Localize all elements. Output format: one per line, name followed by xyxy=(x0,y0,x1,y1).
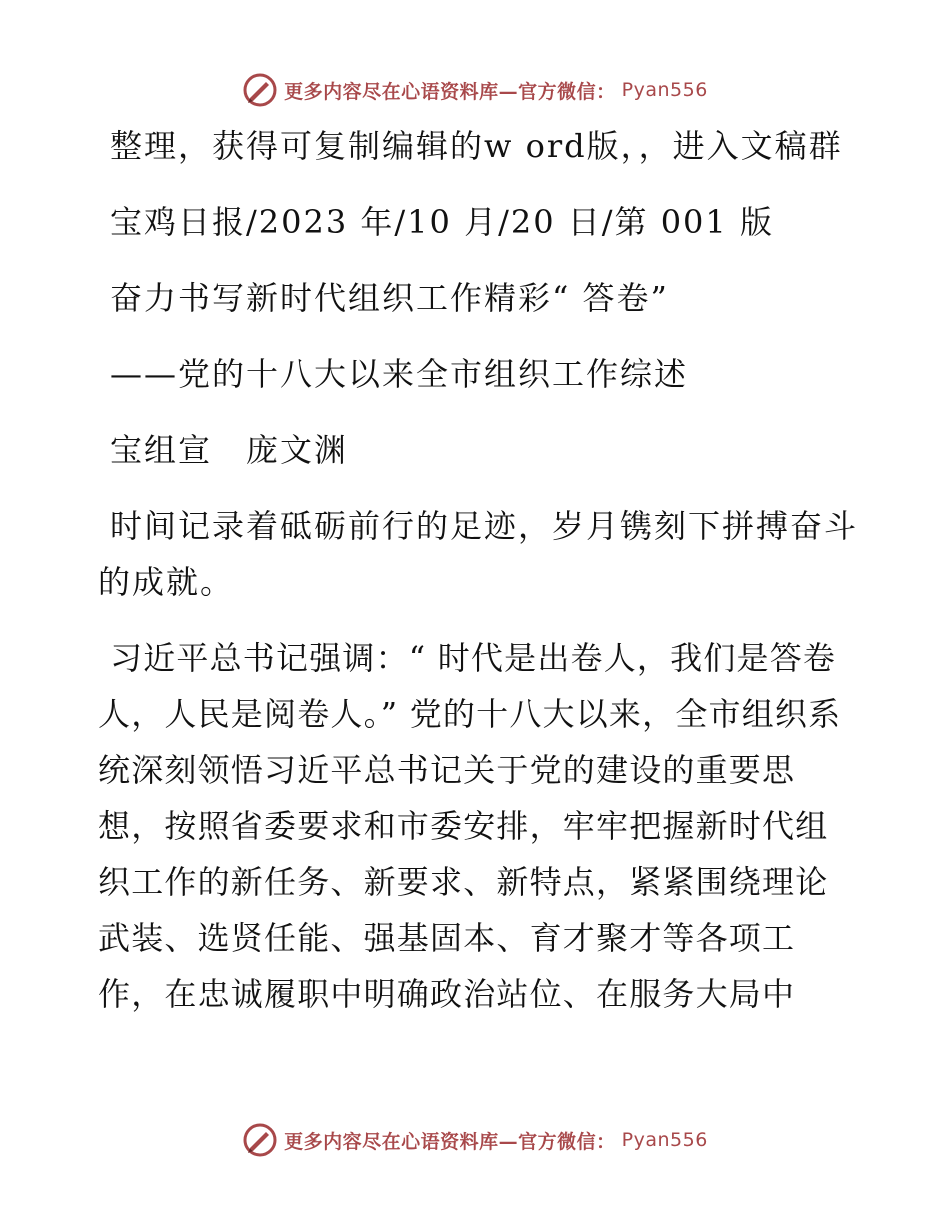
byline: 宝组宣 庞文渊 xyxy=(110,431,349,469)
watermark-handle: Pyan556 xyxy=(621,1129,708,1151)
header-watermark xyxy=(0,72,950,108)
watermark-handle: Pyan556 xyxy=(621,79,708,101)
watermark-label: 更多内容尽在心语资料库—官方微信： xyxy=(284,1130,616,1153)
intro-note: 整理，获得可复制编辑的w ord版，，进入文稿群 xyxy=(110,127,843,165)
article-subtitle: ——党的十八大以来全市组织工作综述 xyxy=(110,355,689,393)
article-title: 奋力书写新时代组织工作精彩“ 答卷” xyxy=(110,279,669,317)
footer-watermark xyxy=(0,1122,950,1158)
pen-logo-icon xyxy=(242,1122,278,1158)
pen-logo-icon xyxy=(242,72,278,108)
paragraph-main: 习近平总书记强调：“ 时代是出卷人，我们是答卷人，人民是阅卷人。” 党的十八大以来，全市组织系统深刻领悟习近平总书记关于党的建设的重要思想，按照省委要求和市委安排，牢牢把握新时代组织工作的新任务、新要求、新特点，紧紧围绕理论武装、选贤任能、强基固本、育才聚才等各项工作，在忠诚履职中明确政治站位、在服务大局中 xyxy=(98,639,842,1013)
paragraph-opening: 时间记录着砥砺前行的足迹，岁月镌刻下拼搏奋斗的成就。 xyxy=(98,507,859,601)
watermark-label: 更多内容尽在心语资料库—官方微信： xyxy=(284,80,616,103)
source-line: 宝鸡日报/2023 年/10 月/20 日/第 001 版 xyxy=(110,203,774,241)
document-body xyxy=(98,118,858,1042)
